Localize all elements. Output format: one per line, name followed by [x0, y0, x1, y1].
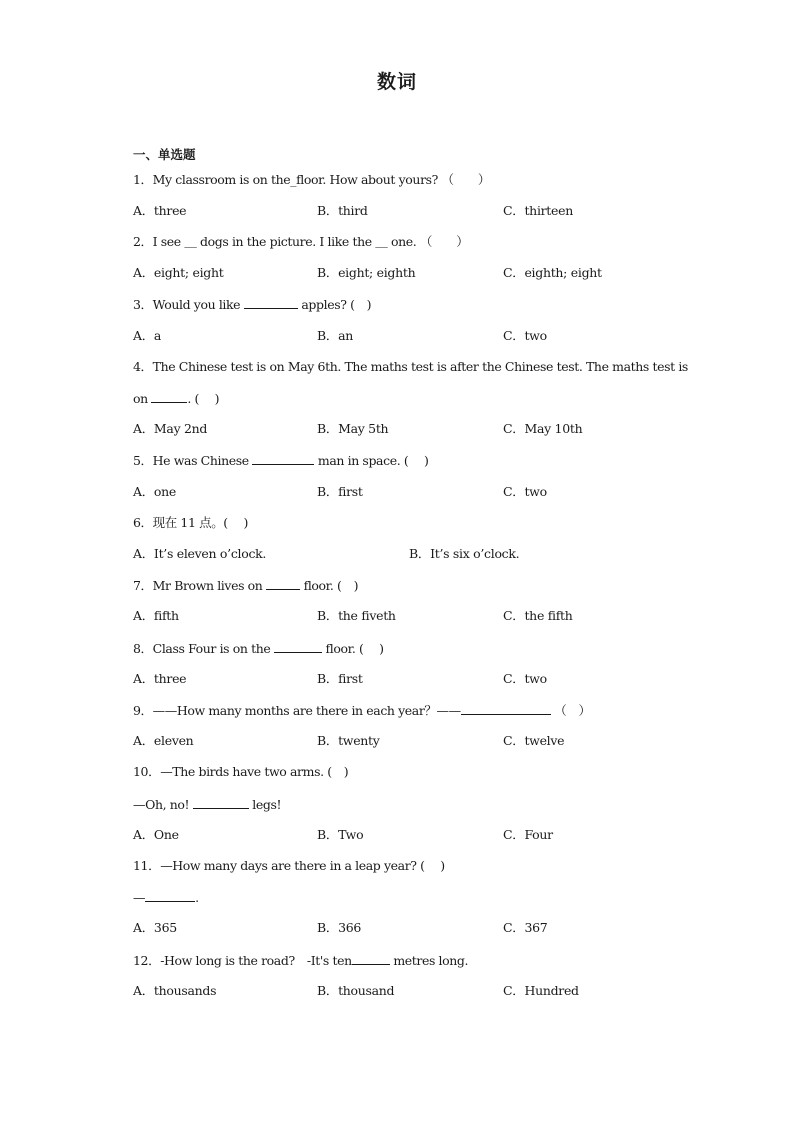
answer-blank[interactable]: [145, 889, 195, 902]
answer-blank[interactable]: [352, 952, 390, 965]
answer-blank[interactable]: [151, 390, 187, 403]
q11-option-b[interactable]: B．366: [317, 920, 362, 935]
q4-option-b[interactable]: B．May 5th: [317, 421, 389, 436]
q3-option-b[interactable]: B．an: [317, 328, 353, 343]
question-11-line-2: [133, 889, 199, 906]
question-4-line-2: [133, 390, 219, 407]
q2-option-c[interactable]: C．eighth; eight: [503, 265, 602, 280]
question-11-text-post: .: [195, 890, 199, 905]
page-title: 数词: [376, 71, 417, 93]
question-12-text-post: metres long.: [389, 953, 469, 968]
question-10-text-pre: —Oh, no!: [133, 797, 193, 812]
q11-option-c[interactable]: C．367: [503, 920, 548, 935]
question-5-text-post: man in space. ( ): [314, 453, 429, 468]
q9-option-a[interactable]: A．eleven: [133, 733, 194, 748]
q10-option-b[interactable]: B．Two: [317, 827, 364, 842]
q6-option-b[interactable]: B．It’s six o’clock.: [409, 546, 520, 561]
question-12-text-pre: 12．-How long is the road? -It's ten: [133, 953, 352, 968]
question-9: [133, 702, 591, 719]
question-6: 6．现在 11 点。( ): [133, 515, 248, 530]
question-1: 1．My classroom is on the_floor. How about yours? （ ）: [133, 172, 490, 187]
question-2: 2．I see ＿ dogs in the picture. I like the ＿ one. （ ）: [133, 234, 469, 249]
q5-option-a[interactable]: A．one: [133, 484, 177, 499]
q8-option-c[interactable]: C．two: [503, 671, 547, 686]
q2-option-a[interactable]: A．eight; eight: [133, 265, 224, 280]
q11-option-a[interactable]: A．365: [133, 920, 177, 935]
question-4: 4．The Chinese test is on May 6th. The maths test is after the Chinese test. The maths test is: [133, 359, 688, 374]
question-11-text-pre: —: [133, 890, 146, 905]
question-9-text-pre: 9．——How many months are there in each year？——: [133, 703, 461, 718]
section-heading: 一、单选题: [133, 147, 196, 162]
question-3: [133, 296, 371, 313]
question-4-text-pre: on: [133, 391, 152, 406]
question-8: [133, 640, 384, 657]
answer-blank[interactable]: [244, 296, 298, 309]
q7-option-a[interactable]: A．fifth: [133, 608, 179, 623]
q2-option-b[interactable]: B．eight; eighth: [317, 265, 416, 280]
q5-option-c[interactable]: C．two: [503, 484, 547, 499]
q6-option-a[interactable]: A．It’s eleven o’clock.: [133, 546, 267, 561]
q7-option-b[interactable]: B．the fiveth: [317, 608, 396, 623]
question-8-text-post: floor. ( ): [321, 641, 384, 656]
q10-option-a[interactable]: A．One: [133, 827, 179, 842]
q5-option-b[interactable]: B．first: [317, 484, 363, 499]
q3-option-a[interactable]: A．a: [133, 328, 162, 343]
question-5: [133, 452, 428, 469]
question-7: [133, 577, 358, 594]
answer-blank[interactable]: [274, 640, 322, 653]
question-10-line-2: [133, 796, 281, 813]
question-3-text-pre: 3．Would you like: [133, 297, 244, 312]
question-5-text-pre: 5．He was Chinese: [133, 453, 253, 468]
q12-option-b[interactable]: B．thousand: [317, 983, 395, 998]
answer-blank[interactable]: [193, 796, 249, 809]
q4-option-a[interactable]: A．May 2nd: [133, 421, 208, 436]
question-8-text-pre: 8．Class Four is on the: [133, 641, 274, 656]
q8-option-b[interactable]: B．first: [317, 671, 363, 686]
question-11: 11．—How many days are there in a leap year? ( ): [133, 858, 445, 873]
question-9-text-post: （ ）: [550, 703, 591, 718]
answer-blank[interactable]: [461, 702, 551, 715]
q3-option-c[interactable]: C．two: [503, 328, 547, 343]
question-3-text-post: apples? ( ): [297, 297, 372, 312]
question-4-text-post: . ( ): [187, 391, 220, 406]
question-10: 10．—The birds have two arms. ( ): [133, 764, 349, 779]
question-10-text-post: legs!: [248, 797, 282, 812]
answer-blank[interactable]: [252, 452, 314, 465]
q1-option-a[interactable]: A．three: [133, 203, 187, 218]
q7-option-c[interactable]: C．the fifth: [503, 608, 573, 623]
q8-option-a[interactable]: A．three: [133, 671, 187, 686]
q1-option-b[interactable]: B．third: [317, 203, 368, 218]
q10-option-c[interactable]: C．Four: [503, 827, 553, 842]
q4-option-c[interactable]: C．May 10th: [503, 421, 583, 436]
q12-option-a[interactable]: A．thousands: [133, 983, 217, 998]
question-7-text-post: floor. ( ): [300, 578, 359, 593]
question-7-text-pre: 7．Mr Brown lives on: [133, 578, 267, 593]
q9-option-b[interactable]: B．twenty: [317, 733, 380, 748]
q9-option-c[interactable]: C．twelve: [503, 733, 565, 748]
answer-blank[interactable]: [266, 577, 300, 590]
q12-option-c[interactable]: C．Hundred: [503, 983, 579, 998]
question-12: [133, 952, 468, 969]
q1-option-c[interactable]: C．thirteen: [503, 203, 573, 218]
